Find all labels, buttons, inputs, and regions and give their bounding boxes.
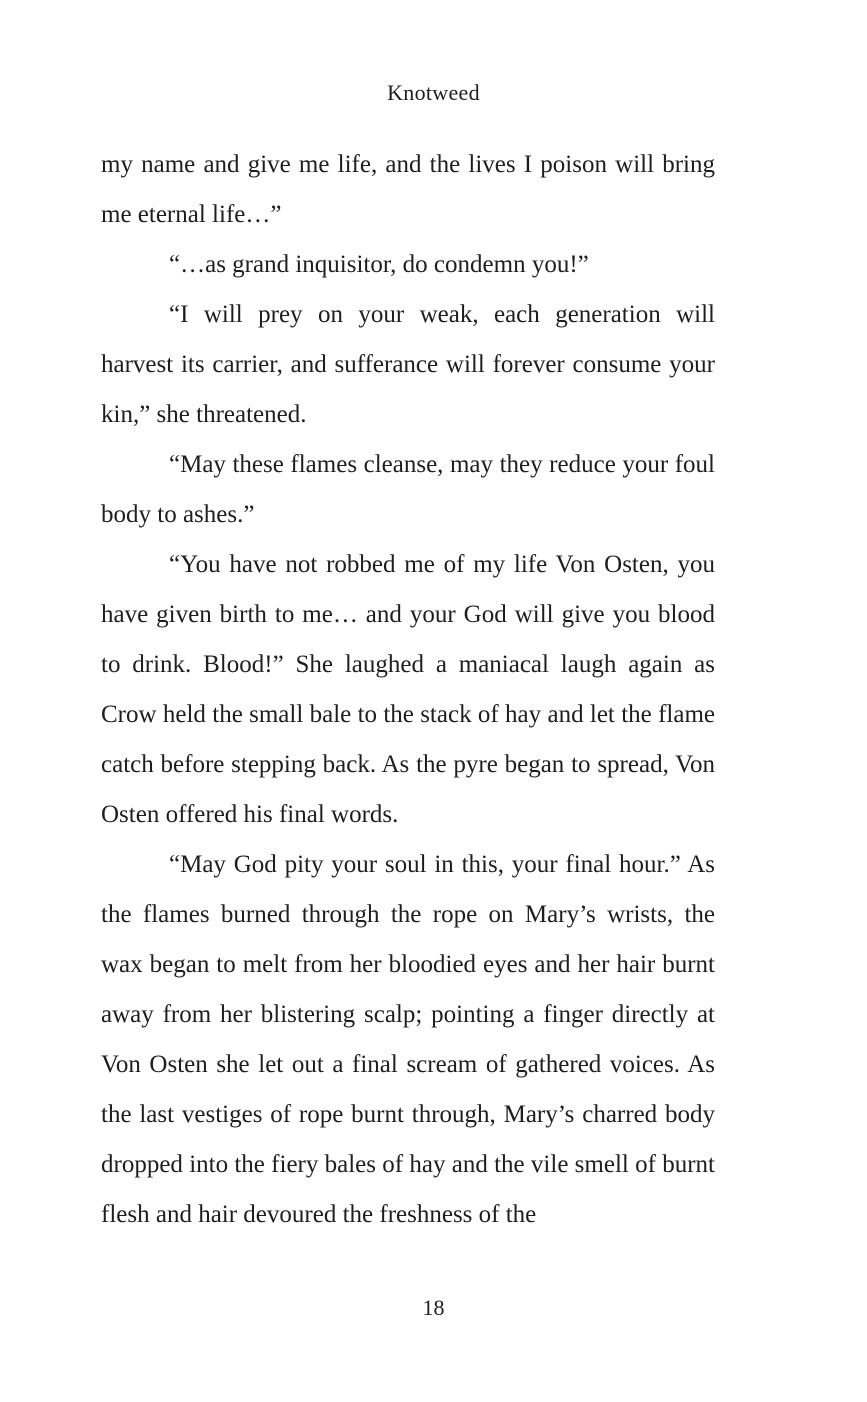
running-header: Knotweed [387, 80, 480, 105]
page-number: 18 [422, 1295, 445, 1320]
paragraph-continued: my name and give me life, and the lives I poison will bring me eternal life…” [101, 151, 715, 228]
paragraph: “I will prey on your weak, each generation will harvest its carrier, and sufferance will forever consume your kin,” she threatened. [101, 301, 715, 428]
paragraph: “May these flames cleanse, may they reduce your foul body to ashes.” [101, 451, 715, 528]
paragraph: “May God pity your soul in this, your final hour.” As the flames burned through the rope on Mary’s wrists, the wax began to melt from her bloodied eyes and her hair burnt away from her blistering scalp; pointing a finger directly at Von Osten she let out a final scream of gathered voices. As the last vestiges of rope burnt through, Mary’s charred body dropped into the fiery bales of hay and the vile smell of burnt flesh and hair devoured the freshness of the [101, 851, 715, 1228]
paragraph: “You have not robbed me of my life Von Osten, you have given birth to me… and your God will give you blood to drink. Blood!” She laughed a maniacal laugh again as Crow held the small bale to the stack of hay and let the flame catch before stepping back. As the pyre began to spread, Von Osten offered his final words. [101, 551, 715, 828]
body-text [101, 140, 715, 1240]
paragraph: “…as grand inquisitor, do condemn you!” [169, 251, 589, 278]
